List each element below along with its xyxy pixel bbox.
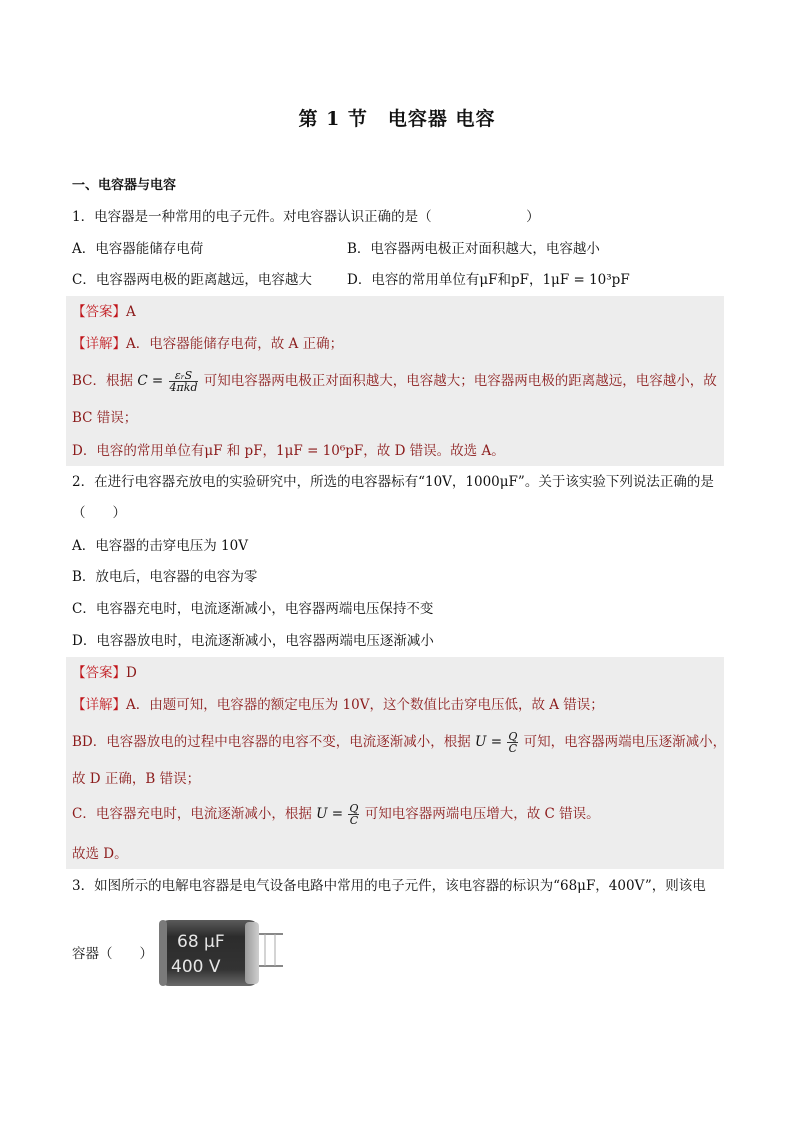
q1-detail-bc	[72, 370, 717, 393]
formula-lhs: C =	[137, 373, 164, 389]
formula-lhs: U =	[316, 806, 344, 822]
capacitor-image	[157, 914, 285, 992]
q2-detail-bd-cont: 故 D 正确，B 错误；	[72, 771, 201, 787]
q1-option-b: B．电容器两电极正对面积越大，电容越小	[347, 241, 600, 257]
detail-text: BD．电容器放电的过程中电容器的电容不变，电流逐渐减小，根据	[72, 734, 471, 750]
capacitance-formula	[169, 370, 199, 393]
formula-numerator: Q	[508, 730, 518, 743]
capacitor-label-capacitance: 68 μF	[177, 932, 225, 952]
formula-numerator: εᵣS	[169, 370, 199, 382]
detail-text: C．电容器充电时，电流逐渐减小，根据	[72, 806, 312, 822]
section-heading: 一、电容器与电容	[72, 178, 177, 193]
q2-option-a: A．电容器的击穿电压为 10V	[72, 538, 248, 554]
q3-stem: 3．如图所示的电解电容器是电气设备电路中常用的电子元件，该电容器的标识为“68μF，400V”，则该电	[72, 878, 706, 894]
formula-denominator: C	[508, 742, 518, 755]
detail-text: 可知电容器两电极正对面积越大，电容越大；电容器两电极的距离越远，电容越小，故	[203, 373, 717, 389]
q3-stem-cont: 容器（ ）	[72, 946, 153, 962]
q1-option-c: C．电容器两电极的距离越远，电容越大	[72, 272, 312, 288]
detail-text: A．电容器能储存电荷，故 A 正确；	[126, 336, 344, 352]
q1-option-a: A．电容器能储存电荷	[72, 241, 204, 257]
q1-answer	[72, 302, 136, 322]
detail-tag: 【详解】	[72, 697, 126, 713]
q1-stem: 1．电容器是一种常用的电子元件。对电容器认识正确的是（ ）	[72, 209, 540, 225]
formula-denominator: C	[349, 814, 359, 827]
answer-value: A	[126, 304, 136, 320]
q1-option-d: D．电容的常用单位有μF和pF，1μF = 10³pF	[347, 272, 630, 288]
formula-denominator: 4πkd	[169, 381, 198, 394]
q2-detail-c	[72, 803, 600, 826]
q2-option-d: D．电容器放电时，电流逐渐减小，电容器两端电压逐渐减小	[72, 633, 434, 649]
q2-answer-block	[66, 657, 724, 869]
q2-stem-cont: （ ）	[72, 505, 126, 521]
q1-detail-a	[72, 334, 343, 354]
q2-option-b: B．放电后，电容器的电容为零	[72, 569, 258, 585]
formula-lhs: U =	[475, 734, 503, 750]
answer-value: D	[126, 665, 137, 681]
q2-conclusion: 故选 D。	[72, 846, 128, 862]
q2-answer	[72, 663, 137, 683]
q1-detail-bc-cont: BC 错误；	[72, 410, 138, 426]
detail-text: BC．根据	[72, 373, 134, 389]
q2-stem: 2．在进行电容器充放电的实验研究中，所选的电容器标有“10V，1000μF”。关于该实验下列说法正确的是	[72, 474, 714, 490]
page-title: 第 1 节 电容器 电容	[298, 108, 496, 130]
answer-tag: 【答案】	[72, 665, 126, 681]
q2-detail-a	[72, 695, 604, 715]
voltage-formula	[507, 731, 518, 754]
q2-detail-bd	[72, 731, 726, 754]
q2-option-c: C．电容器充电时，电流逐渐减小，电容器两端电压保持不变	[72, 601, 434, 617]
capacitor-label-voltage: 400 V	[171, 957, 221, 977]
detail-text: A．由题可知，电容器的额定电压为 10V，这个数值比击穿电压低，故 A 错误；	[126, 697, 604, 713]
detail-text: 可知电容器两端电压增大，故 C 错误。	[364, 806, 600, 822]
voltage-formula	[348, 803, 359, 826]
detail-text: 可知，电容器两端电压逐渐减小，	[523, 734, 727, 750]
formula-numerator: Q	[349, 802, 359, 815]
answer-tag: 【答案】	[72, 304, 126, 320]
q1-detail-d: D．电容的常用单位有μF 和 pF，1μF = 10⁶pF，故 D 错误。故选 A。	[72, 443, 505, 459]
detail-tag: 【详解】	[72, 336, 126, 352]
